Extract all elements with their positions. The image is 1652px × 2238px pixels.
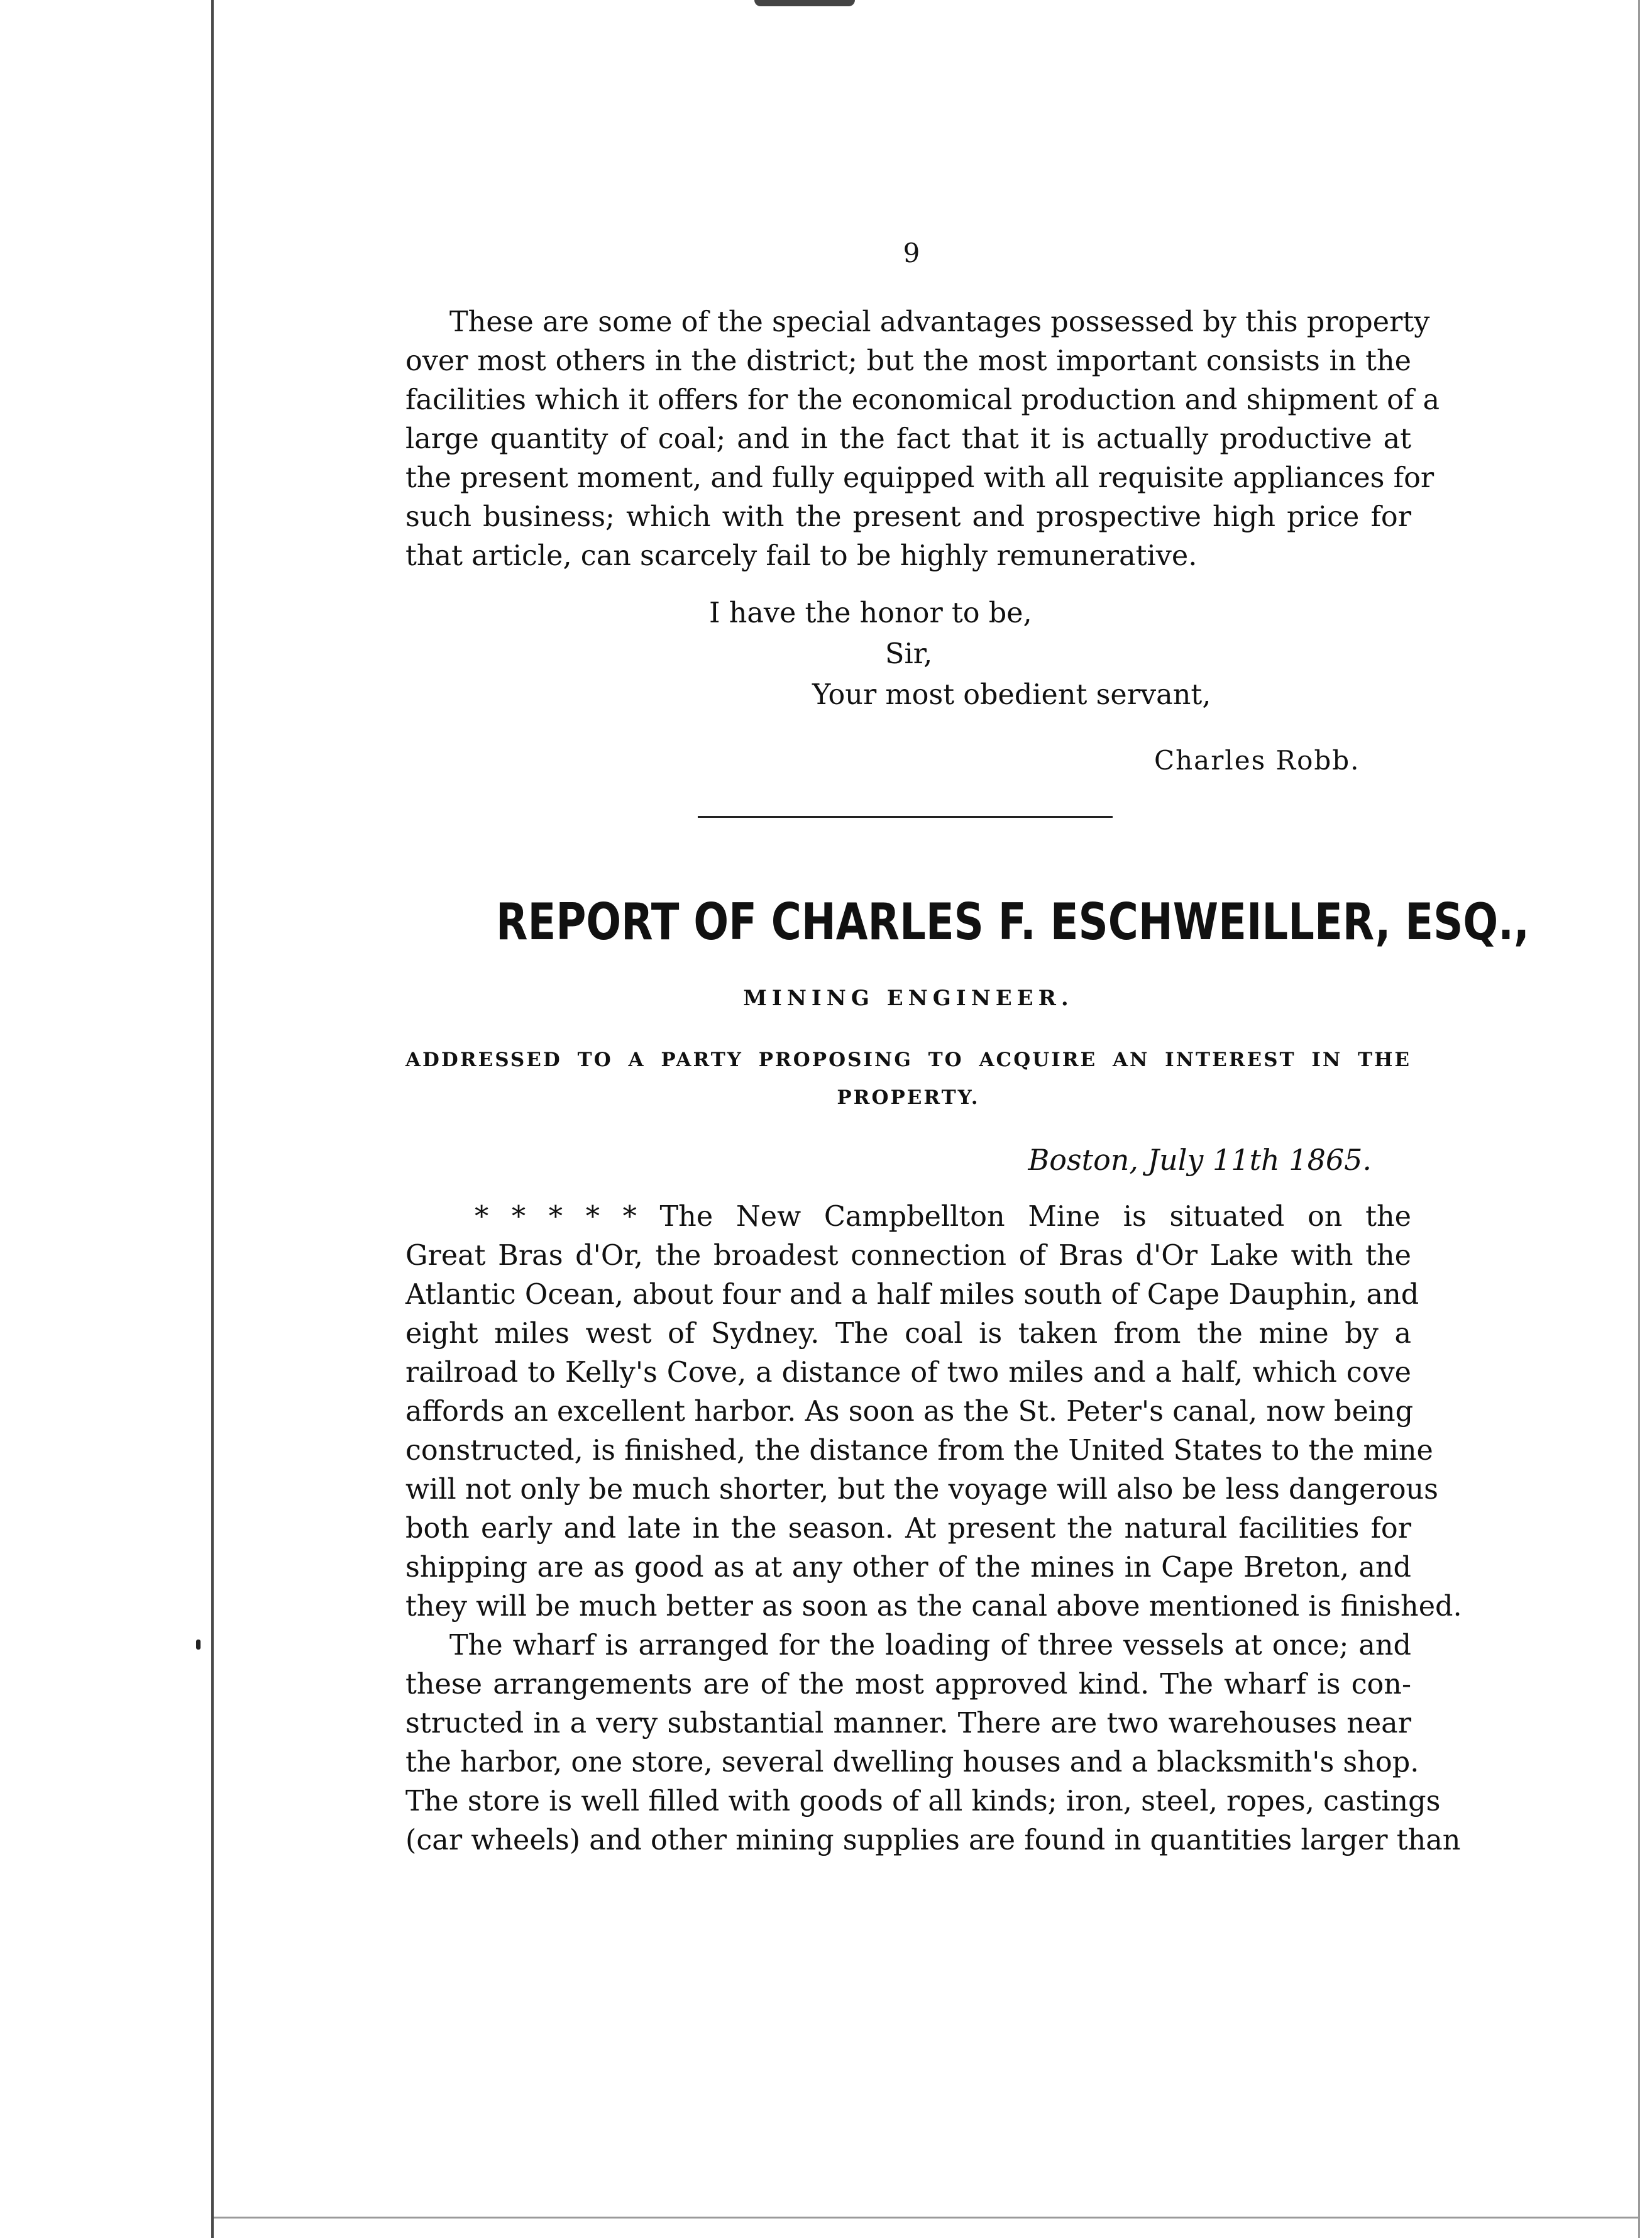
page-number: 9	[903, 238, 920, 268]
letter-line: the present moment, and fully equipped with all requisite appliances for	[405, 462, 1434, 494]
top-ink-mark	[754, 0, 855, 6]
letter-line: large quantity of coal; and in the fact that it is actually productive at	[405, 423, 1411, 455]
report-paragraph-2	[405, 1626, 1461, 1860]
signature: Charles Robb.	[1154, 745, 1360, 776]
page-edge-left	[211, 0, 214, 2238]
body-line: these arrangements are of the most approved kind. The wharf is con-	[405, 1668, 1411, 1701]
body-line: they will be much better as soon as the canal above mentioned is finished.	[405, 1590, 1462, 1623]
body-line: shipping are as good as at any other of the mines in Cape Breton, and	[405, 1552, 1411, 1584]
page-edge-bottom	[214, 2217, 1638, 2219]
page-edge-right	[1638, 0, 1640, 2238]
closing-salutation: I have the honor to be,	[709, 597, 1032, 629]
letter-line: facilities which it offers for the economical production and shipment of a	[405, 384, 1440, 416]
letter-paragraph	[405, 303, 1440, 576]
body-line: * * * * * The New Campbellton Mine is situated on the	[475, 1201, 1411, 1233]
body-line: The wharf is arranged for the loading of three vessels at once; and	[449, 1629, 1411, 1662]
letter-line: These are some of the special advantages possessed by this property	[449, 306, 1430, 338]
letter-line: such business; which with the present and prospective high price for	[405, 501, 1411, 533]
section-separator	[698, 816, 1113, 818]
letter-line: that article, can scarcely fail to be highly remunerative.	[405, 540, 1198, 572]
closing-servant: Your most obedient servant,	[812, 679, 1211, 711]
report-subtitle: MINING ENGINEER.	[743, 986, 1074, 1011]
body-line: affords an excellent harbor. As soon as the St. Peter's canal, now being	[405, 1396, 1414, 1428]
body-line: the harbor, one store, several dwelling houses and a blacksmith's shop.	[405, 1746, 1419, 1778]
letter-line: over most others in the district; but the most important consists in the	[405, 345, 1411, 377]
body-line: will not only be much shorter, but the voyage will also be less dangerous	[405, 1474, 1439, 1506]
closing-sir: Sir,	[885, 638, 933, 670]
body-line: Great Bras d'Or, the broadest connection of Bras d'Or Lake with the	[405, 1240, 1411, 1272]
dateline: Boston, July 11th 1865.	[1028, 1143, 1372, 1177]
body-line: railroad to Kelly's Cove, a distance of two miles and a half, which cove	[405, 1357, 1411, 1389]
body-line: The store is well filled with goods of all kinds; iron, steel, ropes, castings	[405, 1785, 1441, 1817]
address-line-2: PROPERTY.	[837, 1086, 980, 1109]
body-line: structed in a very substantial manner. There are two warehouses near	[405, 1707, 1411, 1739]
body-line: both early and late in the season. At present the natural facilities for	[405, 1513, 1411, 1545]
margin-ink-dot	[196, 1640, 201, 1650]
body-line: (car wheels) and other mining supplies are found in quantities larger than	[405, 1824, 1461, 1856]
address-line-1: ADDRESSED TO A PARTY PROPOSING TO ACQUIRE AN INTEREST IN THE	[405, 1049, 1411, 1071]
report-title: REPORT OF CHARLES F. ESCHWEILLER, ESQ.,	[496, 893, 1529, 951]
report-paragraph-1	[405, 1198, 1462, 1626]
body-line: constructed, is finished, the distance from the United States to the mine	[405, 1435, 1433, 1467]
body-line: Atlantic Ocean, about four and a half miles south of Cape Dauphin, and	[405, 1279, 1419, 1311]
body-line: eight miles west of Sydney. The coal is taken from the mine by a	[405, 1318, 1411, 1350]
